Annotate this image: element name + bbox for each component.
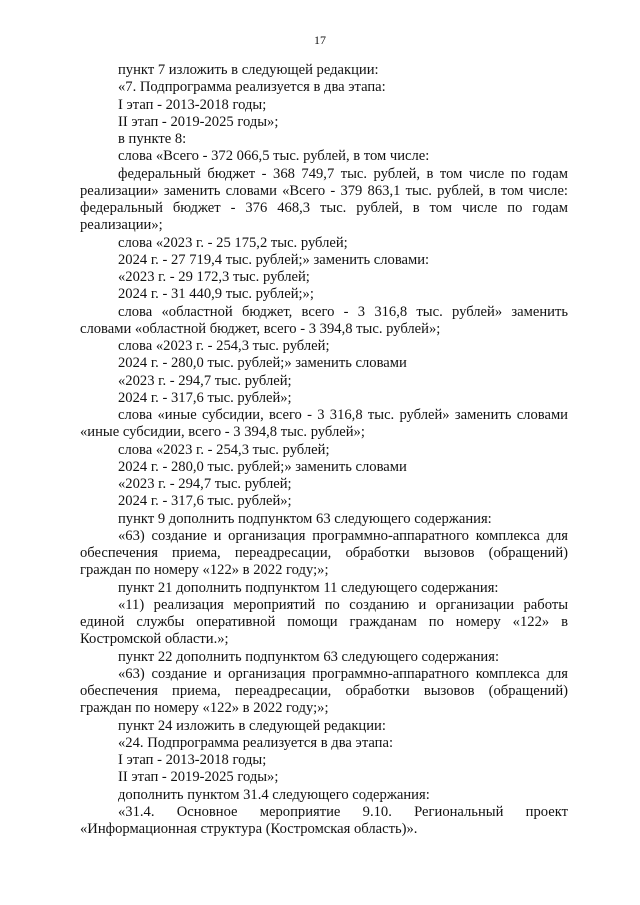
document-body [80,62,568,838]
text-line: пункт 24 изложить в следующей редакции: [118,717,386,734]
text-line: 2024 г. - 317,6 тыс. рублей»; [118,493,292,510]
text-line: пункт 7 изложить в следующей редакции: [118,62,379,78]
text-line: дополнить пунктом 31.4 следующего содержания: [118,786,430,803]
text-line: «2023 г. - 29 172,3 тыс. рублей; [118,269,310,285]
text-line: «31.4. Основное мероприятие 9.10. Региональный проект [118,803,568,820]
text-line: «2023 г. - 294,7 тыс. рублей; [118,476,292,492]
text-line: I этап - 2013-2018 годы; [118,96,267,113]
text-line: слова «Всего - 372 066,5 тыс. рублей, в том числе: [118,148,430,165]
text-line: 2024 г. - 31 440,9 тыс. рублей;»; [118,286,314,303]
text-line: «Информационная структура (Костромская область)». [80,821,418,837]
text-line: федеральный бюджет - 368 749,7 тыс. рублей, в том числе по годам [118,165,568,182]
text-line: пункт 9 дополнить подпунктом 63 следующего содержания: [118,510,492,527]
text-line: реализации»; [80,217,163,234]
text-line: реализации» заменить словами «Всего - 379 863,1 тыс. рублей, в том числе: [80,182,568,199]
text-line: «7. Подпрограмма реализуется в два этапа: [118,79,386,96]
text-line: «63) создание и организация программно-аппаратного комплекса для [118,527,568,544]
text-line: словами «областной бюджет, всего - 3 394,8 тыс. рублей»; [80,320,441,337]
text-line: II этап - 2019-2025 годы»; [118,113,279,130]
text-line: слова «областной бюджет, всего - 3 316,8 тыс. рублей» заменить [118,303,568,320]
text-line: 2024 г. - 317,6 тыс. рублей»; [118,389,292,406]
text-line: федеральный бюджет - 376 468,3 тыс. рублей, в том числе по годам [80,200,568,216]
text-line: «иные субсидии, всего - 3 394,8 тыс. рублей»; [80,424,365,441]
text-line: I этап - 2013-2018 годы; [118,752,267,768]
text-line: «11) реализация мероприятий по созданию и организации работы [118,596,568,613]
text-line: граждан по номеру «122» в 2022 году;»; [80,700,329,717]
text-line: 2024 г. - 280,0 тыс. рублей;» заменить словами [118,355,407,372]
text-line: в пункте 8: [118,131,187,147]
page-number: 17 [314,33,326,47]
text-line: Костромской области.»; [80,631,229,648]
text-line: обеспечения приема, переадресации, обработки вызовов (обращений) [80,683,568,699]
text-line: II этап - 2019-2025 годы»; [118,769,279,786]
text-line: «24. Подпрограмма реализуется в два этапа: [118,734,394,751]
text-line: слова «2023 г. - 25 175,2 тыс. рублей; [118,234,348,251]
text-line: «2023 г. - 294,7 тыс. рублей; [118,372,292,389]
text-line: пункт 22 дополнить подпунктом 63 следующего содержания: [118,648,500,665]
text-line: «63) создание и организация программно-аппаратного комплекса для [118,665,568,682]
text-line: единой службы оперативной помощи гражданам по номеру «122» в [80,614,568,630]
text-line: граждан по номеру «122» в 2022 году;»; [80,562,329,579]
text-line: слова «2023 г. - 254,3 тыс. рублей; [118,338,330,354]
text-line: 2024 г. - 280,0 тыс. рублей;» заменить словами [118,458,407,475]
text-line: пункт 21 дополнить подпунктом 11 следующего содержания: [118,579,499,596]
text-line: 2024 г. - 27 719,4 тыс. рублей;» заменить словами: [118,251,430,268]
text-line: слова «2023 г. - 254,3 тыс. рублей; [118,441,330,458]
text-line: слова «иные субсидии, всего - 3 316,8 тыс. рублей» заменить словами [118,407,568,423]
text-line: обеспечения приема, переадресации, обработки вызовов (обращений) [80,545,568,561]
